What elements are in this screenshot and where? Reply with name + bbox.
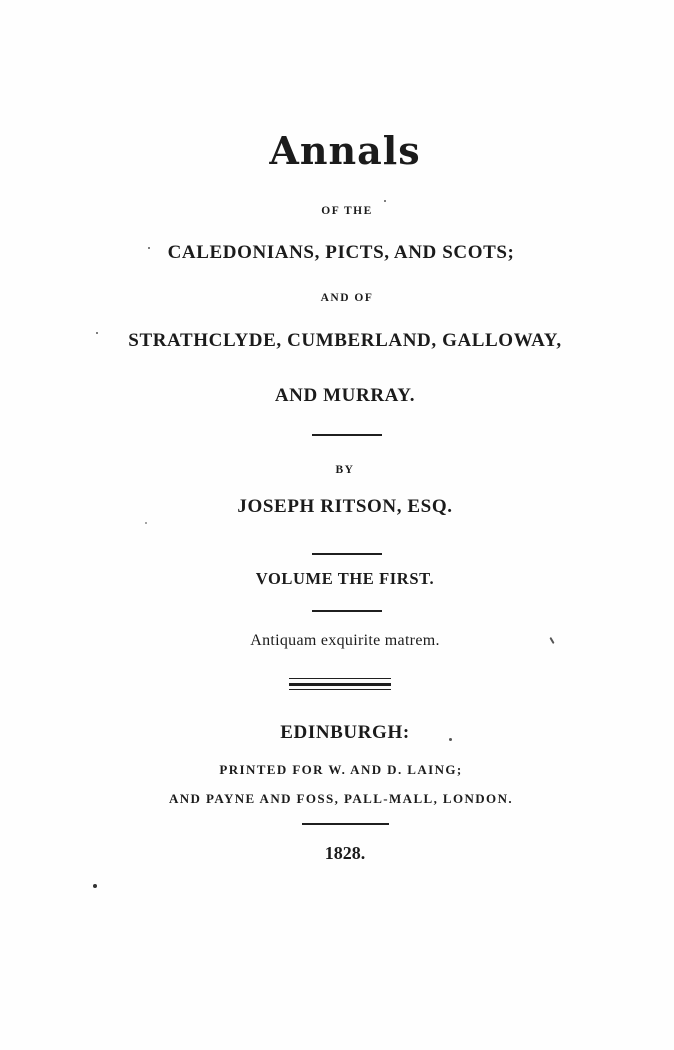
by-text: BY <box>335 464 355 476</box>
ornamental-rule <box>289 678 391 679</box>
scan-speck <box>384 200 386 202</box>
imprint-year: 1828. <box>324 843 366 863</box>
subtitle-line-3: AND MURRAY. <box>274 385 416 406</box>
divider-rule <box>312 434 382 436</box>
motto-text: Antiquam exquirite matrem. <box>250 632 440 649</box>
divider-rule <box>302 823 389 825</box>
scan-speck <box>145 522 147 524</box>
ornamental-rule <box>289 683 391 686</box>
book-title: Annals <box>269 128 421 173</box>
ornamental-rule <box>289 689 391 690</box>
scan-speck <box>96 332 98 334</box>
subtitle-line-1: CALEDONIANS, PICTS, AND SCOTS; <box>167 242 515 263</box>
imprint-printer: PRINTED FOR W. AND D. LAING; <box>219 762 463 777</box>
and-of-text: AND OF <box>320 292 374 304</box>
divider-rule <box>312 553 382 555</box>
subtitle-line-2: STRATHCLYDE, CUMBERLAND, GALLOWAY, <box>128 330 562 351</box>
imprint-place: EDINBURGH: <box>280 722 410 743</box>
author-name: JOSEPH RITSON, ESQ. <box>237 496 453 517</box>
scan-speck <box>148 247 150 249</box>
imprint-publisher: AND PAYNE AND FOSS, PALL-MALL, LONDON. <box>168 791 514 806</box>
of-the-text: OF THE <box>321 205 373 217</box>
volume-label: VOLUME THE FIRST. <box>255 569 435 588</box>
scan-speck <box>93 884 97 888</box>
scan-speck <box>449 738 452 741</box>
divider-rule <box>312 610 382 612</box>
